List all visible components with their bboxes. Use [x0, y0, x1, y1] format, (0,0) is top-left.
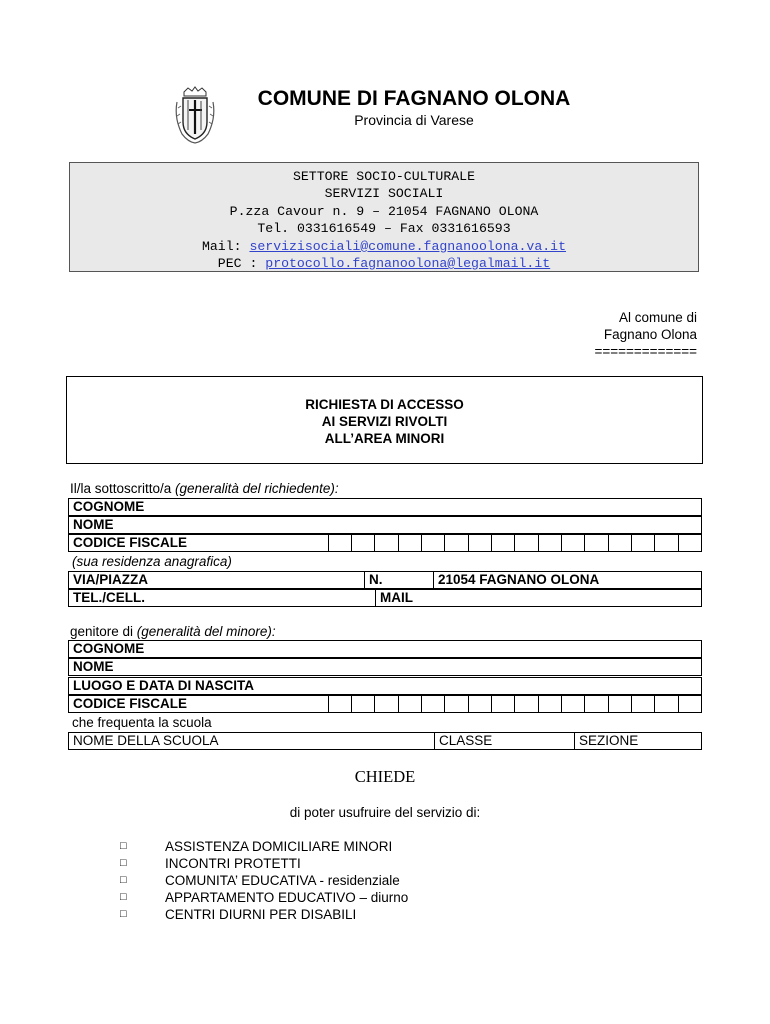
service-item[interactable] — [120, 855, 408, 872]
minor-cognome-row[interactable] — [68, 640, 702, 658]
school-label: NOME DELLA SCUOLA — [73, 733, 219, 748]
service-label: ASSISTENZA DOMICILIARE MINORI — [165, 839, 393, 854]
applicant-address-row[interactable] — [68, 571, 702, 589]
service-label: APPARTAMENTO EDUCATIVO – diurno — [165, 890, 409, 905]
mail-link[interactable]: servizisociali@comune.fagnanoolona.va.it — [249, 238, 567, 254]
via-label: VIA/PIAZZA — [73, 572, 149, 587]
minor-nome-row[interactable] — [68, 658, 702, 676]
applicant-cf-label: CODICE FISCALE — [73, 535, 188, 550]
minor-luogo-label: LUOGO E DATA DI NASCITA — [73, 678, 254, 693]
recipient-block — [560, 309, 697, 360]
residence-note — [72, 554, 232, 570]
minor-luogo-row[interactable] — [68, 677, 702, 695]
minor-intro-text: genitore di — [70, 624, 137, 639]
request-title-line-2: AI SERVIZI RIVOLTI — [321, 414, 448, 429]
applicant-intro-text: Il/la sottoscritto/a — [70, 481, 176, 496]
applicant-cf-cells[interactable] — [328, 535, 702, 551]
service-item[interactable] — [120, 889, 408, 906]
office-mail-row — [70, 238, 698, 255]
office-address: P.zza Cavour n. 9 – 21054 FAGNANO OLONA — [229, 203, 539, 219]
recipient-separator: ============= — [594, 344, 697, 359]
checkbox-icon[interactable]: □ — [120, 857, 127, 869]
applicant-intro-note: (generalità del richiedente): — [175, 481, 339, 496]
school-note — [72, 715, 212, 731]
minor-intro-note: (generalità del minore): — [136, 624, 276, 639]
applicant-cognome-row[interactable] — [68, 498, 702, 516]
request-title-box — [66, 376, 703, 464]
school-note-text: che frequenta la scuola — [72, 715, 212, 730]
minor-nome-label: NOME — [73, 659, 114, 674]
service-item[interactable] — [120, 872, 408, 889]
applicant-intro — [70, 481, 339, 497]
page-subtitle: Provincia di Varese — [354, 112, 474, 128]
office-department: SERVIZI SOCIALI — [324, 186, 444, 202]
checkbox-icon[interactable]: □ — [120, 840, 127, 852]
tel-label: TEL./CELL. — [73, 590, 145, 605]
checkbox-icon[interactable]: □ — [120, 874, 127, 886]
request-title-line-1: RICHIESTA DI ACCESSO — [305, 397, 464, 412]
pec-link[interactable]: protocollo.fagnanoolona@legalmail.it — [265, 256, 551, 272]
municipal-crest-icon — [174, 86, 216, 144]
applicant-contact-row[interactable] — [68, 589, 702, 607]
minor-intro — [70, 624, 276, 640]
page-title: COMUNE DI FAGNANO OLONA — [257, 87, 571, 110]
service-item[interactable] — [120, 838, 408, 855]
minor-cognome-label: COGNOME — [73, 641, 145, 656]
pec-label: PEC : — [217, 256, 266, 272]
office-info-box — [69, 162, 699, 272]
chiede-heading: CHIEDE — [354, 767, 416, 786]
residence-note-text: (sua residenza anagrafica) — [72, 554, 232, 569]
applicant-nome-label: NOME — [73, 517, 114, 532]
minor-cf-label: CODICE FISCALE — [73, 696, 188, 711]
classe-label: CLASSE — [439, 733, 493, 748]
request-title-line-3: ALL’AREA MINORI — [324, 431, 445, 446]
office-pec-row — [70, 255, 698, 272]
service-item[interactable] — [120, 906, 408, 923]
service-label: INCONTRI PROTETTI — [165, 856, 301, 871]
recipient-line-1: Al comune di — [618, 310, 697, 325]
city-label: 21054 FAGNANO OLONA — [438, 572, 600, 587]
applicant-cognome-label: COGNOME — [73, 499, 145, 514]
office-phone: Tel. 0331616549 – Fax 0331616593 — [257, 221, 511, 237]
applicant-cf-row[interactable] — [68, 534, 702, 552]
minor-cf-row[interactable] — [68, 695, 702, 713]
service-label: COMUNITA’ EDUCATIVA - residenziale — [165, 873, 400, 888]
services-list — [120, 838, 408, 923]
mail-field-label: MAIL — [380, 590, 413, 605]
checkbox-icon[interactable]: □ — [120, 891, 127, 903]
numero-label: N. — [369, 572, 383, 587]
office-sector: SETTORE SOCIO-CULTURALE — [292, 169, 476, 184]
service-intro: di poter usufruire del servizio di: — [289, 805, 481, 820]
sezione-label: SEZIONE — [579, 733, 639, 748]
service-label: CENTRI DIURNI PER DISABILI — [165, 907, 357, 922]
minor-school-row[interactable] — [68, 732, 702, 750]
mail-label: Mail: — [201, 238, 250, 254]
minor-cf-cells[interactable] — [328, 696, 702, 712]
recipient-line-2: Fagnano Olona — [603, 327, 697, 342]
applicant-nome-row[interactable] — [68, 516, 702, 534]
checkbox-icon[interactable]: □ — [120, 908, 127, 920]
